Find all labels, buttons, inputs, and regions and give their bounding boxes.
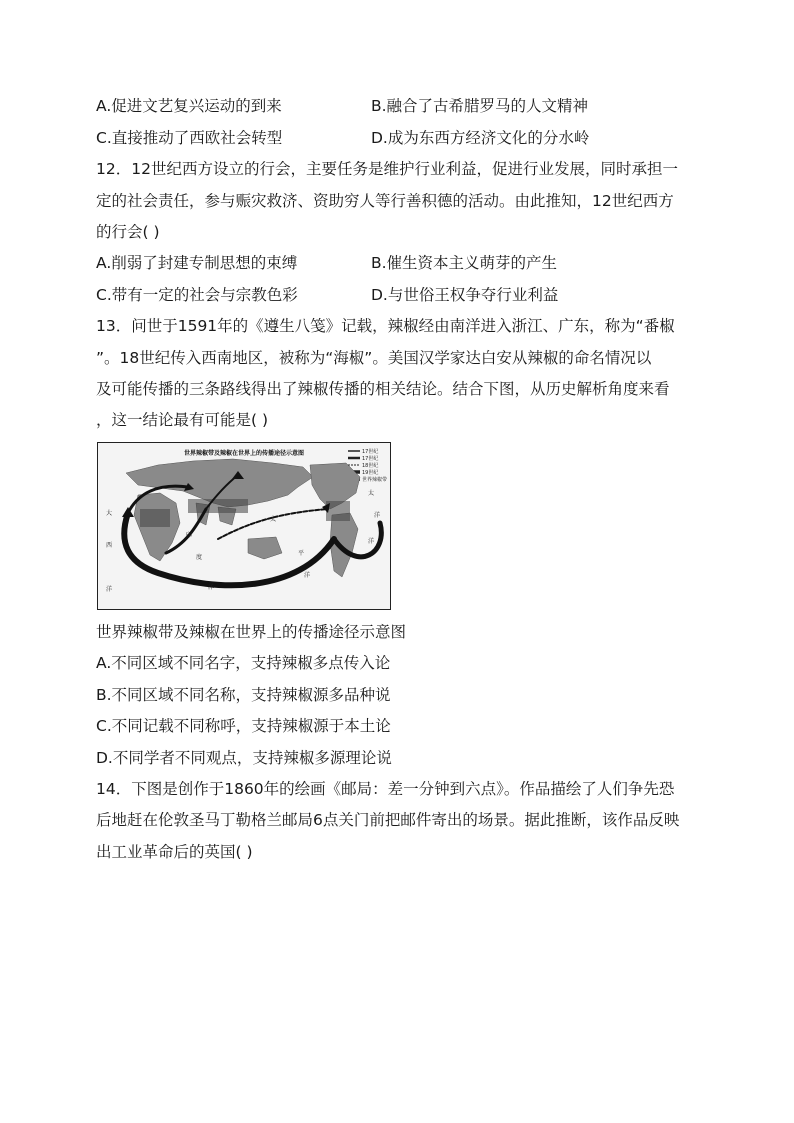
pepper-spread-map	[97, 442, 391, 610]
q11-option-c[interactable]: C.直接推动了西欧社会转型	[96, 129, 283, 147]
ocean-label-10: 太	[368, 490, 375, 497]
ocean-label-4: 印	[186, 532, 193, 539]
ocean-label-1: 大	[106, 510, 113, 517]
legend-item-5: 世界辣椒带	[362, 477, 388, 483]
q11-option-d[interactable]: D.成为东西方经济文化的分水岭	[371, 129, 590, 147]
legend-item-4: 19世纪	[362, 470, 379, 476]
ocean-label-11: 洋	[374, 512, 381, 519]
ocean-label-2: 西	[106, 542, 113, 549]
q11-options-row-2	[96, 128, 716, 148]
ocean-label-5: 度	[196, 554, 203, 561]
ocean-label-8: 平	[298, 550, 305, 557]
q12-stem-line-2: 定的社会责任，参与赈灾救济、资助穷人等行善积德的活动。由此推知，12世纪西方	[96, 192, 674, 210]
q13-stem-line-1: 13．问世于1591年的《遵生八笺》记载，辣椒经由南洋进入浙江、广东，称为“番椒	[96, 317, 675, 335]
q12-option-b[interactable]: B.催生资本主义萌芽的产生	[371, 254, 558, 272]
q14-stem-line-2: 后地赶在伦敦圣马丁勒格兰邮局6点关门前把邮件寄出的场景。据此推断，该作品反映	[96, 811, 680, 829]
ocean-label-12: 洋	[368, 538, 375, 545]
q12-option-c[interactable]: C.带有一定的社会与宗教色彩	[96, 286, 298, 304]
q12-options-row-1	[96, 253, 716, 273]
legend-item-1: 17世纪	[362, 449, 379, 455]
q13-stem-line-3: 及可能传播的三条路线得出了辣椒传播的相关结论。结合下图，从历史解析角度来看	[96, 380, 670, 398]
map-svg	[98, 443, 390, 609]
q12-options-row-2	[96, 285, 716, 305]
q12-stem-line-1: 12．12世纪西方设立的行会，主要任务是维护行业利益，促进行业发展，同时承担一	[96, 160, 678, 178]
legend-item-3: 18世纪	[362, 463, 379, 469]
q11-option-a[interactable]: A.促进文艺复兴运动的到来	[96, 97, 282, 115]
legend-item-2: 17世纪	[362, 456, 379, 462]
q13-stem-line-2: ”。18世纪传入西南地区，被称为“海椒”。美国汉学家达白安从辣椒的命名情况以	[96, 349, 652, 367]
ocean-label-9: 洋	[304, 572, 311, 579]
q14-stem-line-1: 14．下图是创作于1860年的绘画《邮局：差一分钟到六点》。作品描绘了人们争先恐	[96, 780, 675, 798]
q13-option-a[interactable]: A.不同区域不同名字，支持辣椒多点传入论	[96, 654, 391, 672]
q11-option-b[interactable]: B.融合了古希腊罗马的人文精神	[371, 97, 589, 115]
map-title: 世界辣椒带及辣椒在世界上的传播途径示意图	[183, 450, 305, 457]
q14-stem-line-3: 出工业革命后的英国( )	[96, 843, 253, 861]
map-caption: 世界辣椒带及辣椒在世界上的传播途径示意图	[96, 623, 407, 641]
q12-stem-line-3: 的行会( )	[96, 223, 160, 241]
ocean-label-6: 洋	[208, 584, 215, 591]
q12-option-d[interactable]: D.与世俗王权争夺行业利益	[371, 286, 559, 304]
q13-option-d[interactable]: D.不同学者不同观点，支持辣椒多源理论说	[96, 749, 392, 767]
q13-option-b[interactable]: B.不同区域不同名称，支持辣椒源多品种说	[96, 686, 391, 704]
ocean-label-7: 太	[270, 516, 277, 523]
q13-option-c[interactable]: C.不同记载不同称呼，支持辣椒源于本土论	[96, 717, 391, 735]
q12-option-a[interactable]: A.削弱了封建专制思想的束缚	[96, 254, 298, 272]
ocean-label-3: 洋	[106, 586, 113, 593]
q13-stem-line-4: ，这一结论最有可能是( )	[96, 411, 269, 429]
q11-options-row-1	[96, 96, 716, 116]
